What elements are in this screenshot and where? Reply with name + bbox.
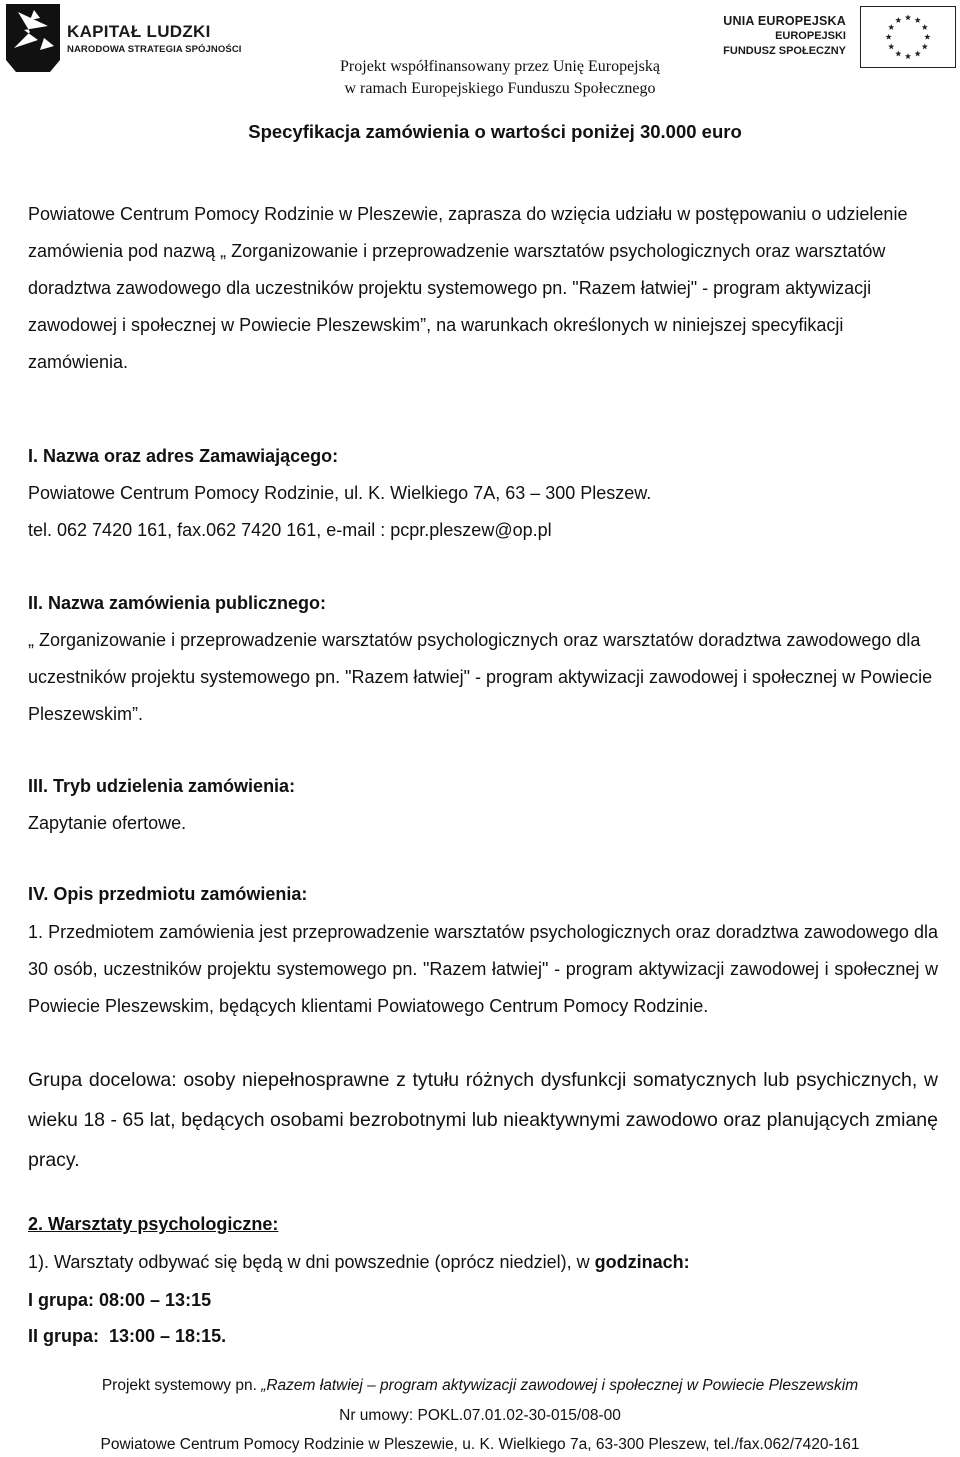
document-title: Specyfikacja zamówienia o wartości poniżej 30.000 euro (248, 121, 742, 142)
intro-paragraph: Powiatowe Centrum Pomocy Rodzinie w Pleszewie, zaprasza do wzięcia udziału w postępowaniu o udzielenie zamówienia pod nazwą „ Zorganizowanie i przeprowadzenie warsztatów psychologicznych oraz warsztatów doradztwa zawodowego dla uczestników projektu systemowego pn. "Razem łatwiej" - program aktywizacji zawodowej i społecznej w Powiecie Pleszewskim”, na warunkach określonych w niniejszej specyfikacji zamówienia. (28, 204, 908, 372)
eu-star-icon (922, 24, 928, 30)
section2-heading: II. Nazwa zamówienia publicznego: (28, 593, 327, 613)
section1-contact: tel. 062 7420 161, fax.062 7420 161, e-mail : pcpr.pleszew@op.pl (28, 520, 552, 540)
section4-sub2-point1 (28, 1252, 690, 1273)
kapital-ludzki-title: KAPITAŁ LUDZKI (67, 22, 211, 41)
group1-hours: I grupa: 08:00 – 13:15 (28, 1290, 212, 1310)
cofinancing-line1: Projekt współfinansowany przez Unię Europejską (340, 58, 660, 75)
eu-line2: EUROPEJSKI (775, 30, 846, 42)
eu-star-icon (922, 43, 928, 49)
eu-star-icon (915, 17, 921, 23)
eu-star-icon (888, 43, 894, 49)
section1-heading: I. Nazwa oraz adres Zamawiającego: (28, 446, 339, 466)
eu-efs-text (723, 14, 846, 59)
footer-line1-italic: „Razem łatwiej – program aktywizacji zawodowej i społecznej w Powiecie Pleszewskim (261, 1377, 859, 1394)
section3-text: Zapytanie ofertowe. (28, 813, 187, 833)
cofinancing-line2: w ramach Europejskiego Funduszu Społecznego (344, 80, 656, 97)
section4-sub2-heading: 2. Warsztaty psychologiczne: (28, 1214, 279, 1234)
section4-heading: IV. Opis przedmiotu zamówienia: (28, 884, 308, 904)
eu-line1: UNIA EUROPEJSKA (723, 14, 846, 28)
section4-target-group: Grupa docelowa: osoby niepełnosprawne z tytułu różnych dysfunkcji somatycznych lub psychicznych, w wieku 18 - 65 lat, będących osobami bezrobotnymi lub nieaktywnymi zawodowo oraz planujących zmianę pracy. (28, 1069, 938, 1171)
sub2-point1-text: 1). Warsztaty odbywać się będą w dni powszednie (oprócz niedziel), w (28, 1252, 595, 1272)
eu-star-icon (895, 17, 901, 23)
section4-point1: 1. Przedmiotem zamówienia jest przeprowadzenie warsztatów psychologicznych oraz doradztwa zawodowego dla 30 osób, uczestników projektu systemowego pn. "Razem łatwiej" - program aktywizacji zawodowej i społecznej w Powiecie Pleszewskim, będących klientami Powiatowego Centrum Pomocy Rodzinie. (28, 922, 938, 1016)
group2-hours: II grupa: 13:00 – 18:15. (28, 1326, 227, 1346)
footer-line3: Powiatowe Centrum Pomocy Rodzinie w Pleszewie, u. K. Wielkiego 7a, 63-300 Pleszew, tel./fax.062/7420-161 (100, 1436, 860, 1453)
section3-heading: III. Tryb udzielenia zamówienia: (28, 776, 296, 796)
eu-line3: FUNDUSZ SPOŁECZNY (723, 45, 846, 57)
eu-star-icon (924, 34, 930, 40)
eu-star-icon (886, 34, 892, 40)
section2-text: „ Zorganizowanie i przeprowadzenie warsztatów psychologicznych oraz warsztatów doradztwa zawodowego dla uczestników projektu systemowego pn. "Razem łatwiej" - program aktywizacji zawodowej i społecznej w Powiecie Pleszewskim”. (28, 630, 933, 724)
section1-address: Powiatowe Centrum Pomocy Rodzinie, ul. K. Wielkiego 7A, 63 – 300 Pleszew. (28, 483, 652, 503)
footer-line2: Nr umowy: POKL.07.01.02-30-015/08-00 (339, 1407, 621, 1424)
eu-star-icon (888, 24, 894, 30)
footer-line1-prefix: Projekt systemowy pn. (101, 1377, 262, 1394)
eu-star-icon (905, 14, 911, 20)
kapital-ludzki-subtitle: NARODOWA STRATEGIA SPÓJNOŚCI (67, 44, 242, 55)
footer-line1 (0, 1377, 960, 1395)
sub2-point1-bold: godzinach: (594, 1252, 690, 1272)
